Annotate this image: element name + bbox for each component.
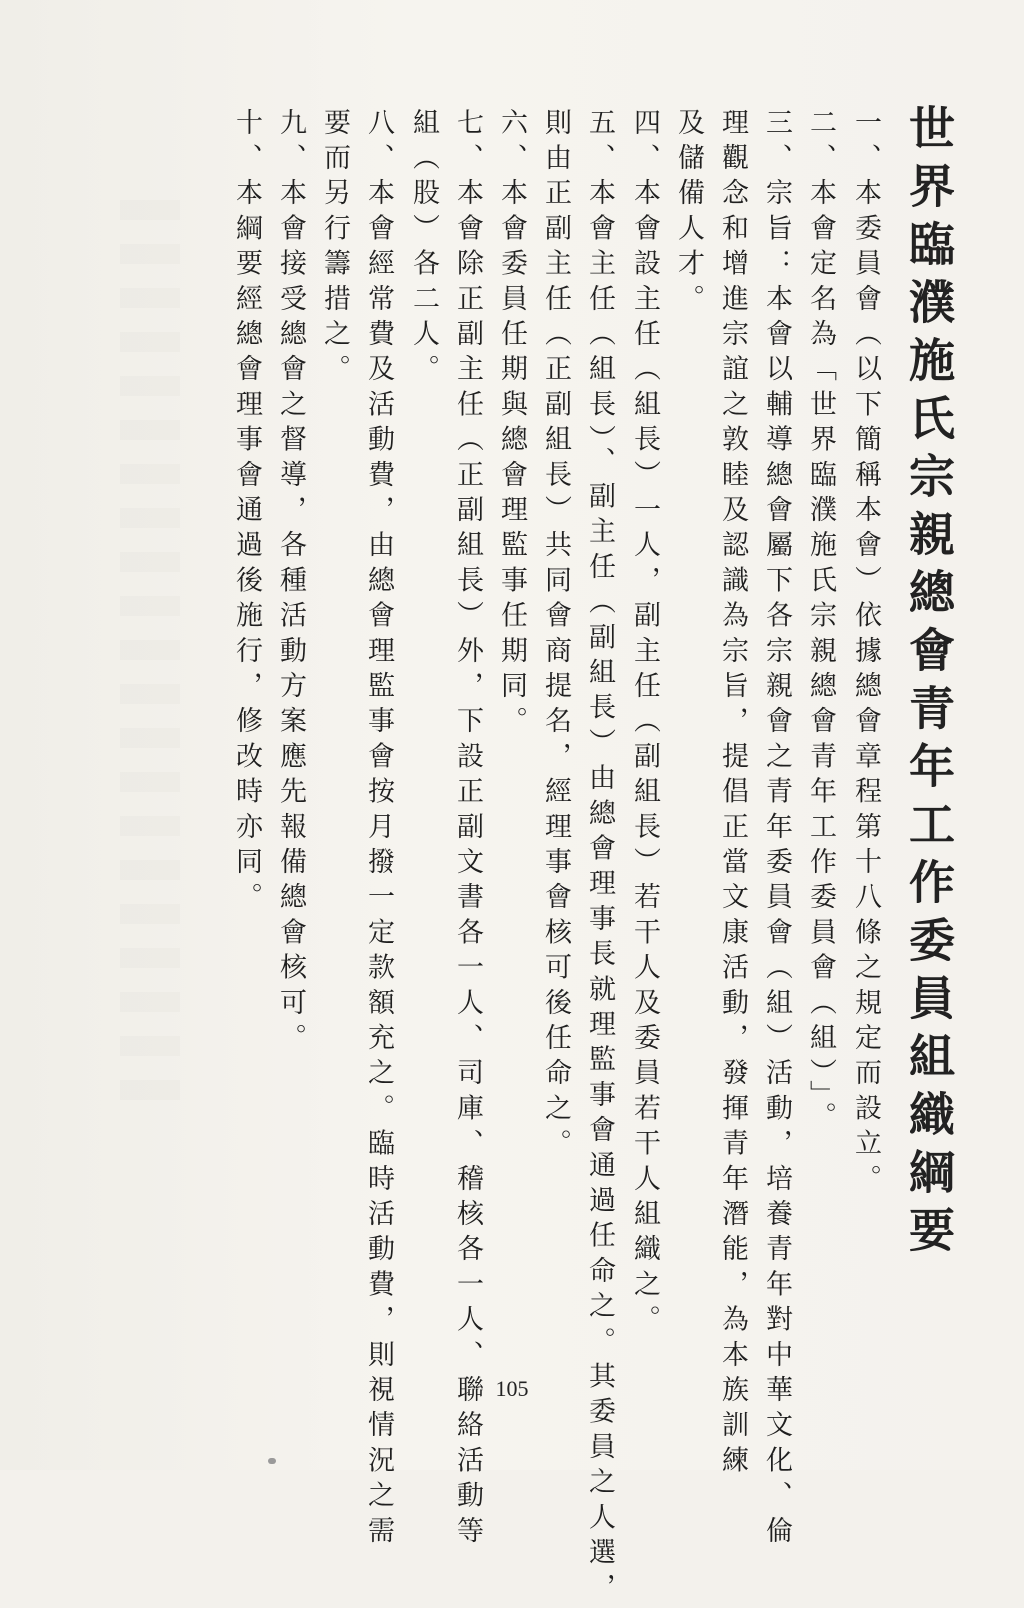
article-5-cont: 則由正副主任（正副組長）共同會商提名，經理事會核可後任命之。 xyxy=(540,108,571,1164)
article-5: 五、本會主任（組長）、副主任（副組長）由總會理事長就理監事會通過任命之。其委員之人選， xyxy=(584,108,615,1608)
scan-speck xyxy=(268,1458,276,1464)
page-title: 世界臨濮施氏宗親總會青年工作委員組織綱要 xyxy=(902,104,956,1264)
bleed-through-marks xyxy=(120,200,180,1100)
article-7: 七、本會除正副主任（正副組長）外，下設正副文書各一人、司庫、稽核各一人、聯絡活動等 xyxy=(452,108,483,1552)
article-3: 三、宗旨：本會以輔導總會屬下各宗親會之青年委員會（組）活動，培養青年對中華文化、倫 xyxy=(761,108,792,1552)
article-3-cont-1: 理觀念和增進宗誼之敦睦及認識為宗旨，提倡正當文康活動，發揮青年潛能，為本族訓練 xyxy=(717,108,748,1481)
article-4: 四、本會設主任（組長）一人，副主任（副組長）若干人及委員若干人組織之。 xyxy=(629,108,660,1340)
page-number: 105 xyxy=(495,1376,529,1401)
article-8-cont: 要而另行籌措之。 xyxy=(319,108,350,390)
article-9: 九、本會接受總會之督導，各種活動方案應先報備總會核可。 xyxy=(275,108,306,1059)
article-1: 一、本委員會（以下簡稱本會）依據總會章程第十八條之規定而設立。 xyxy=(850,108,881,1200)
article-8: 八、本會經常費及活動費，由總會理監事會按月撥一定款額充之。臨時活動費，則視情況之需 xyxy=(363,108,394,1552)
article-10: 十、本綱要經總會理事會通過後施行，修改時亦同。 xyxy=(231,108,262,918)
article-6: 六、本會委員任期與總會理監事任期同。 xyxy=(496,108,527,742)
article-2: 二、本會定名為「世界臨濮施氏宗親總會青年工作委員會（組）」。 xyxy=(805,108,836,1137)
article-3-cont-2: 及儲備人才。 xyxy=(673,108,704,320)
article-7-cont: 組（股）各二人。 xyxy=(408,108,439,390)
